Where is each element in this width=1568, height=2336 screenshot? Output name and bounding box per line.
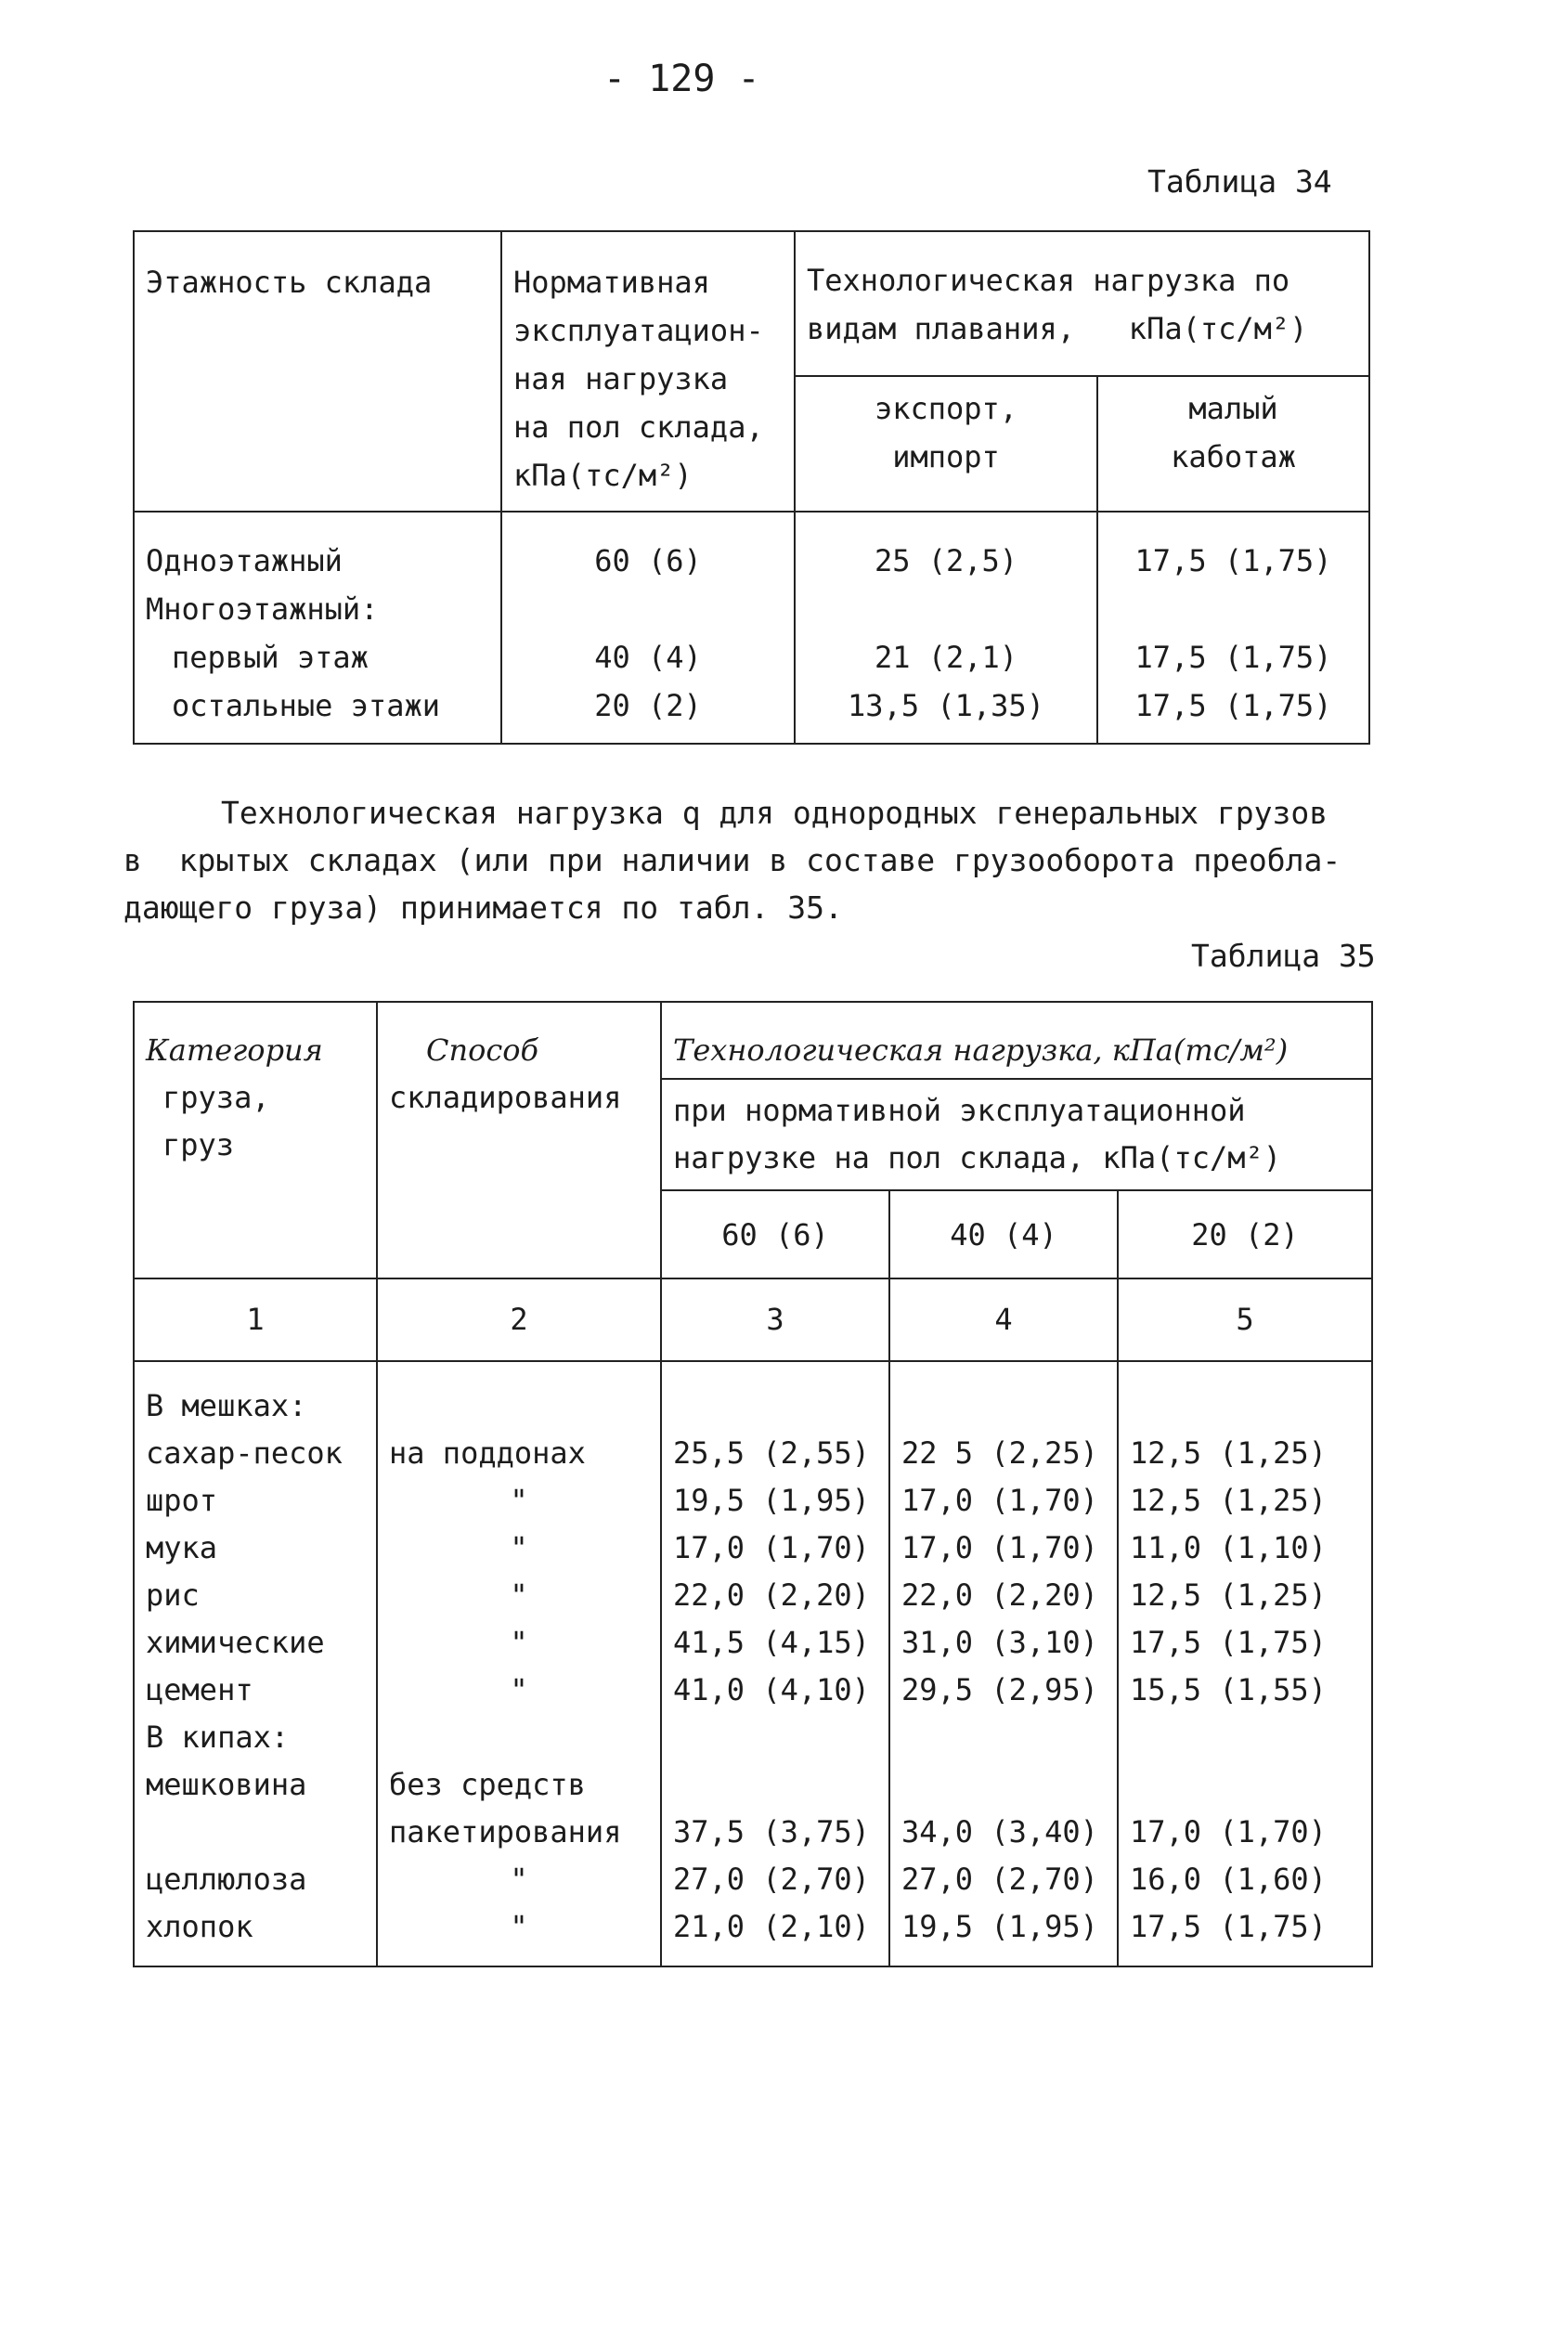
table-cell: 25 (2,5) (874, 543, 1018, 578)
table-cell: химические (146, 1625, 325, 1660)
table34-export-column (795, 512, 1097, 744)
table-cell: 12,5 (1,25) (1130, 1577, 1327, 1613)
table-cell: 12,5 (1,25) (1130, 1483, 1327, 1518)
table-cell (901, 1714, 1106, 1761)
table34 (133, 230, 1370, 745)
table34-body (134, 512, 1369, 744)
table35-header-tech-load: Технологическая нагрузка, кПа(тс/м²) (661, 1002, 1372, 1079)
table-cell: 31,0 (3,10) (901, 1625, 1098, 1660)
table-cell: Одноэтажный (146, 543, 343, 578)
table35-column-numbers (134, 1278, 1372, 1361)
table-cell (673, 1714, 877, 1761)
table35-body (134, 1361, 1372, 1966)
table-cell: хлопок (146, 1909, 253, 1944)
table35 (133, 1001, 1373, 1967)
table-cell: рис (146, 1577, 200, 1613)
table35-col20 (1118, 1361, 1372, 1966)
table-cell: сахар-песок (146, 1435, 343, 1471)
table-cell: 17,0 (1,70) (673, 1530, 870, 1565)
table-cell: 60 (6) (594, 543, 702, 578)
table-cell: 22,0 (2,20) (901, 1577, 1098, 1613)
table-cell: 41,5 (4,15) (673, 1625, 870, 1660)
table-cell: " (510, 1530, 528, 1565)
table34-caption: Таблица 34 (1147, 163, 1332, 200)
table-cell: 17,5 (1,75) (1130, 1625, 1327, 1660)
table-cell (1109, 585, 1357, 633)
table-cell (1130, 1761, 1360, 1809)
table-cell: на поддонах (389, 1435, 586, 1471)
table35-header-category: Категория груза, груз (134, 1002, 377, 1278)
table-cell: " (510, 1625, 528, 1660)
table-cell: 34,0 (3,40) (901, 1814, 1098, 1849)
paragraph-line-3: дающего груза) принимается по табл. 35. (123, 889, 843, 926)
table-cell: первый этаж (172, 640, 369, 675)
table-cell (673, 1382, 877, 1430)
table-cell: остальные этажи (172, 688, 440, 723)
table-cell (1130, 1382, 1360, 1430)
table-cell: 19,5 (1,95) (673, 1483, 870, 1518)
paragraph-line-2: в крытых складах (или при наличии в составе грузооборота преобла- (123, 842, 1341, 878)
table35-caption: Таблица 35 (1191, 938, 1376, 974)
table35-header-normative: при нормативной эксплуатационной нагрузке на пол склада, кПа(тс/м²) (661, 1079, 1372, 1190)
table-cell: цемент (146, 1672, 253, 1707)
table-cell: 13,5 (1,35) (848, 688, 1044, 723)
table-cell (389, 1382, 649, 1430)
table-cell: 17,5 (1,75) (1134, 640, 1332, 675)
table-cell: 17,0 (1,70) (901, 1483, 1098, 1518)
table-cell: 37,5 (3,75) (673, 1814, 870, 1849)
table-cell: " (510, 1672, 528, 1707)
table-cell: 22,0 (2,20) (673, 1577, 870, 1613)
table-cell: 20 (2) (594, 688, 702, 723)
table-cell (146, 1809, 365, 1856)
table-cell: мука (146, 1530, 218, 1565)
table34-cabotage-column (1097, 512, 1369, 744)
table-cell: В кипах: (146, 1720, 290, 1755)
table-cell: 11,0 (1,10) (1130, 1530, 1327, 1565)
table35-col60 (661, 1361, 889, 1966)
table-cell: шрот (146, 1483, 218, 1518)
table-cell (389, 1714, 649, 1761)
table-cell: 17,5 (1,75) (1134, 688, 1332, 723)
table-cell: 17,0 (1,70) (1130, 1814, 1327, 1849)
table35-cargo-column (134, 1361, 377, 1966)
table-cell: пакетирования (389, 1814, 622, 1849)
table-cell (901, 1761, 1106, 1809)
table34-normative-column (501, 512, 795, 744)
table34-header-floors: Этажность склада (134, 231, 501, 512)
table-cell: 41,0 (4,10) (673, 1672, 870, 1707)
table-cell: 17,5 (1,75) (1134, 543, 1332, 578)
table-cell: В мешках: (146, 1388, 307, 1423)
table35-header-method: Способ складирования (377, 1002, 661, 1278)
table-cell: 17,0 (1,70) (901, 1530, 1098, 1565)
table34-header-export: экспорт, импорт (795, 376, 1097, 512)
column-number: 1 (134, 1278, 377, 1361)
table34-floors-column (134, 512, 501, 744)
table-cell: " (510, 1909, 528, 1944)
table-cell: " (510, 1483, 528, 1518)
table34-header-tech-load: Технологическая нагрузка по видам плавания, кПа(тс/м²) (795, 231, 1369, 376)
table34-header-normative: Нормативная эксплуатацион- ная нагрузка на пол склада, кПа(тс/м²) (501, 231, 795, 512)
table-cell: " (510, 1577, 528, 1613)
paragraph-line-1: Технологическая нагрузка q для однородных генеральных грузов (221, 795, 1328, 831)
table-cell: 29,5 (2,95) (901, 1672, 1098, 1707)
column-number: 4 (889, 1278, 1118, 1361)
table-cell: 21,0 (2,10) (673, 1909, 870, 1944)
table-cell: 16,0 (1,60) (1130, 1862, 1327, 1897)
table35-header-load-60: 60 (6) (661, 1190, 889, 1278)
table34-header-cabotage: малый каботаж (1097, 376, 1369, 512)
table-cell (513, 585, 783, 633)
table-cell: Многоэтажный: (146, 591, 379, 627)
table34-header-row (134, 231, 1369, 376)
table-cell: 17,5 (1,75) (1130, 1909, 1327, 1944)
table-cell: без средств (389, 1767, 586, 1802)
table-cell: 12,5 (1,25) (1130, 1435, 1327, 1471)
table-cell (673, 1761, 877, 1809)
table35-header-load-20: 20 (2) (1118, 1190, 1372, 1278)
table-cell: 21 (2,1) (874, 640, 1018, 675)
table35-header-row-1 (134, 1002, 1372, 1079)
table-cell (1130, 1714, 1360, 1761)
table35-col40 (889, 1361, 1118, 1966)
table-cell: 27,0 (2,70) (901, 1862, 1098, 1897)
table-cell (807, 585, 1085, 633)
table-cell (901, 1382, 1106, 1430)
table35-method-column (377, 1361, 661, 1966)
table-cell: " (510, 1862, 528, 1897)
table-cell: 40 (4) (594, 640, 702, 675)
table-cell: 27,0 (2,70) (673, 1862, 870, 1897)
column-number: 2 (377, 1278, 661, 1361)
table35-header-load-40: 40 (4) (889, 1190, 1118, 1278)
table-cell: 22 5 (2,25) (901, 1435, 1098, 1471)
table-cell: 19,5 (1,95) (901, 1909, 1098, 1944)
table-cell: целлюлоза (146, 1862, 307, 1897)
table-cell: 15,5 (1,55) (1130, 1672, 1327, 1707)
column-number: 3 (661, 1278, 889, 1361)
page-number: - 129 - (603, 58, 760, 100)
table-cell: мешковина (146, 1767, 307, 1802)
table-cell: 25,5 (2,55) (673, 1435, 870, 1471)
column-number: 5 (1118, 1278, 1372, 1361)
